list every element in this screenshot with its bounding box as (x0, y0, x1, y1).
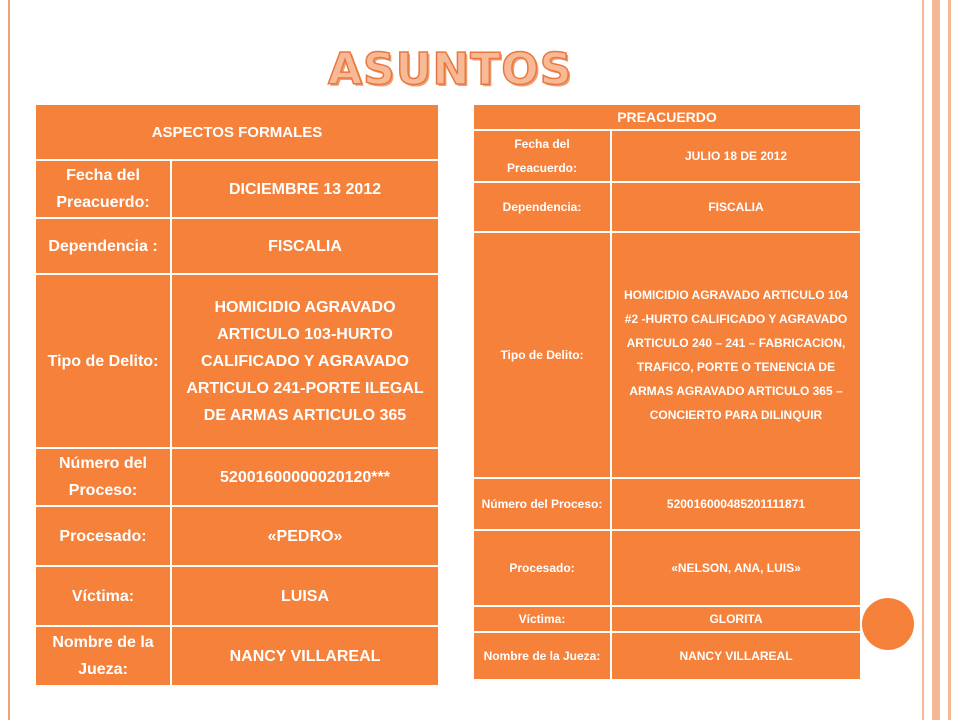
row-label-procesado: Procesado: (473, 530, 611, 606)
row-label-numero-proceso: Número del Proceso: (473, 478, 611, 530)
row-label-jueza: Nombre de la Jueza: (35, 626, 171, 686)
row-value-procesado: «PEDRO» (171, 506, 439, 566)
row-label-tipo-delito: Tipo de Delito: (35, 274, 171, 448)
row-label-fecha: Fecha del Preacuerdo: (35, 160, 171, 218)
row-value-tipo-delito: HOMICIDIO AGRAVADO ARTICULO 104 #2 -HURTO CALIFICADO Y AGRAVADO ARTICULO 240 – 241 – FABRICACION, TRAFICO, PORTE O TENENCIA DE ARMAS AGRAVADO ARTICULO 365 – CONCIERTO PARA DILINQUIR (611, 232, 861, 478)
row-value-dependencia: FISCALIA (611, 182, 861, 232)
row-value-dependencia: FISCALIA (171, 218, 439, 274)
row-value-fecha: JULIO 18 DE 2012 (611, 130, 861, 182)
slide-frame-right-stripes (918, 0, 960, 720)
slide-frame-left (8, 0, 10, 720)
row-value-fecha: DICIEMBRE 13 2012 (171, 160, 439, 218)
decorative-circle (862, 598, 914, 650)
row-value-tipo-delito: HOMICIDIO AGRAVADO ARTICULO 103-HURTO CALIFICADO Y AGRAVADO ARTICULO 241-PORTE ILEGAL DE ARMAS ARTICULO 365 (171, 274, 439, 448)
row-label-dependencia: Dependencia : (35, 218, 171, 274)
row-value-procesado: «NELSON, ANA, LUIS» (611, 530, 861, 606)
table-header: PREACUERDO (473, 104, 861, 130)
row-value-victima: GLORITA (611, 606, 861, 632)
row-label-tipo-delito: Tipo de Delito: (473, 232, 611, 478)
row-label-jueza: Nombre de la Jueza: (473, 632, 611, 680)
preacuerdo-table (472, 103, 862, 681)
row-label-fecha: Fecha del Preacuerdo: (473, 130, 611, 182)
row-label-victima: Víctima: (473, 606, 611, 632)
row-value-jueza: NANCY VILLAREAL (171, 626, 439, 686)
row-label-dependencia: Dependencia: (473, 182, 611, 232)
row-label-procesado: Procesado: (35, 506, 171, 566)
row-value-numero-proceso: 520016000485201111871 (611, 478, 861, 530)
slide-title: ASUNTOS (328, 44, 573, 95)
row-label-victima: Víctima: (35, 566, 171, 626)
row-value-victima: LUISA (171, 566, 439, 626)
table-header: ASPECTOS FORMALES (35, 104, 439, 160)
row-value-numero-proceso: 52001600000020120*** (171, 448, 439, 506)
row-label-numero-proceso: Número del Proceso: (35, 448, 171, 506)
aspectos-formales-table (34, 103, 440, 687)
row-value-jueza: NANCY VILLAREAL (611, 632, 861, 680)
